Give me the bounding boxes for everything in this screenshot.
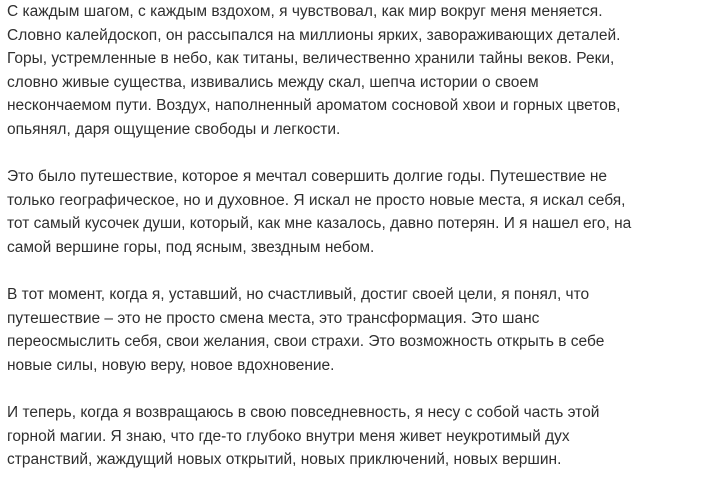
text-line: тот самый кусочек души, который, как мне казалось, давно потерян. И я нашел его, на [7,215,632,232]
text-line: словно живые существа, извивались между скал, шепча истории о своем [7,73,539,91]
text-line: странствий, жаждущий новых открытий, новых приключений, новых вершин. [7,451,562,468]
text-line: переосмыслить себя, свои желания, свои страхи. Это возможность открыть в себе [7,333,605,350]
text-line: новые силы, новую веру, новое вдохновение. [7,356,335,374]
text-line: Горы, устремленные в небо, как титаны, величественно хранили тайны веков. Реки, [7,50,615,67]
text-line: самой вершине горы, под ясным, звездным небом. [7,238,375,256]
text-line: только географическое, но и духовное. Я искал не просто новые места, я искал себя, [7,191,626,209]
text-line: нескончаемом пути. Воздух, наполненный ароматом сосновой хвои и горных цветов, [7,97,621,114]
text-line: Словно калейдоскоп, он рассыпался на миллионы ярких, завораживающих деталей. [7,26,621,44]
text-line: С каждым шагом, с каждым вздохом, я чувствовал, как мир вокруг меня меняется. [7,3,603,20]
text-line: путешествие – это не просто смена места, это трансформация. Это шанс [7,309,540,327]
text-line: И теперь, когда я возвращаюсь в свою повседневность, я несу с собой часть этой [7,404,600,421]
paragraph-4 [7,401,720,472]
text-line: горной магии. Я знаю, что где-то глубоко внутри меня живет неукротимый дух [7,427,570,445]
paragraph-2 [7,165,720,259]
text-line: В тот момент, когда я, уставший, но счастливый, достиг своей цели, я понял, что [7,286,590,303]
text-line: опьянял, даря ощущение свободы и легкости. [7,120,341,138]
paragraph-3 [7,283,720,377]
text-line: Это было путешествие, которое я мечтал совершить долгие годы. Путешествие не [7,168,608,185]
paragraph-1 [7,0,720,141]
document-body [7,0,720,496]
